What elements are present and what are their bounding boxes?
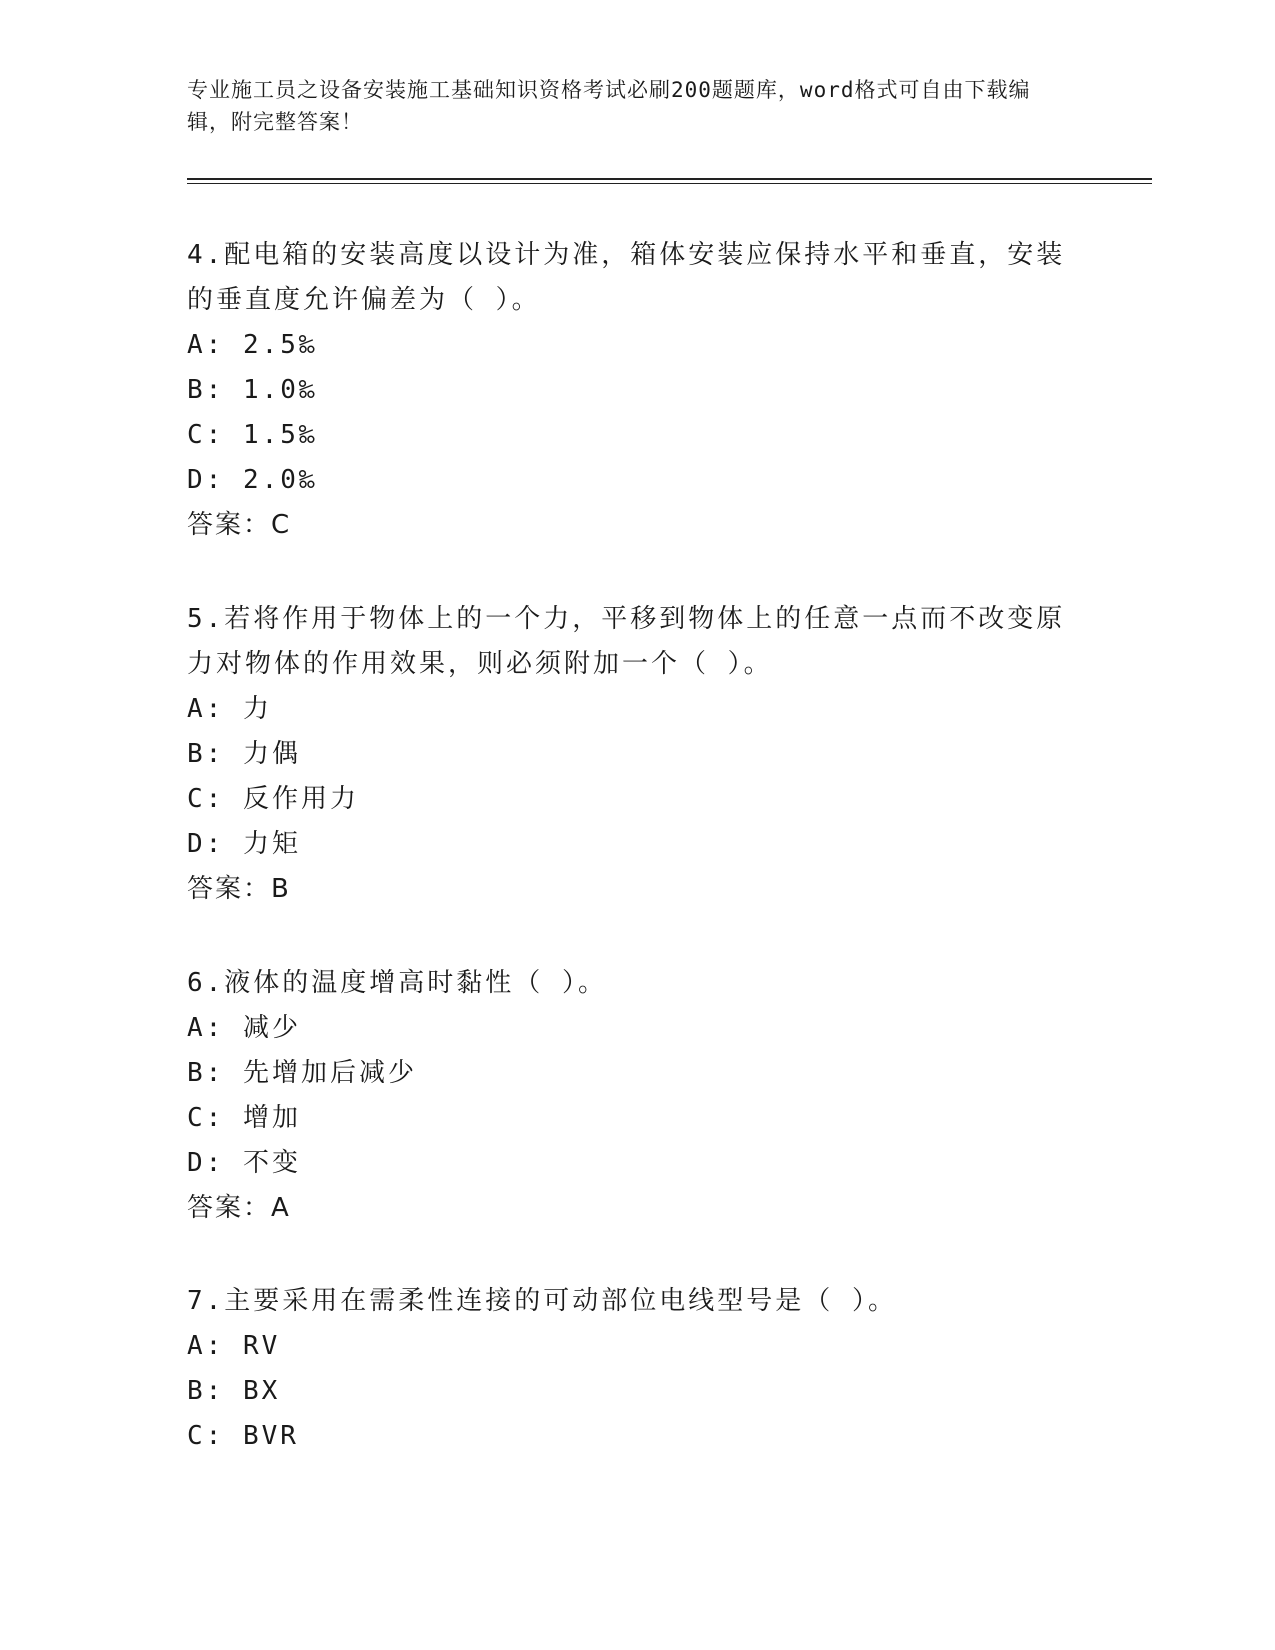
answer-label: 答案：C	[187, 510, 292, 540]
option-c: C: 反作用力	[187, 784, 359, 814]
header-divider-thin	[187, 183, 1152, 184]
question-7	[187, 1279, 1067, 1459]
option-a: A: RV	[187, 1331, 281, 1361]
option-c: C: BVR	[187, 1421, 299, 1451]
question-6	[187, 961, 1067, 1231]
header-divider-thick	[187, 178, 1152, 180]
option-d: D: 2.0‰	[187, 465, 318, 495]
option-a: A: 减少	[187, 1013, 301, 1043]
option-a: A: 2.5‰	[187, 330, 318, 360]
question-stem: 5.若将作用于物体上的一个力，平移到物体上的任意一点而不改变原力对物体的作用效果，则必须附加一个（ ）。	[187, 604, 1066, 679]
option-d: D: 不变	[187, 1148, 301, 1178]
option-b: B: 1.0‰	[187, 375, 318, 405]
question-stem: 7.主要采用在需柔性连接的可动部位电线型号是（ ）。	[187, 1286, 897, 1316]
option-a: A: 力	[187, 694, 272, 724]
option-c: C: 1.5‰	[187, 420, 318, 450]
answer-label: 答案：B	[187, 874, 291, 904]
option-b: B: BX	[187, 1376, 281, 1406]
option-c: C: 增加	[187, 1103, 301, 1133]
question-5	[187, 597, 1067, 912]
question-4	[187, 233, 1067, 548]
document-header-title: 专业施工员之设备安装施工基础知识资格考试必刷200题题库，word格式可自由下载编辑，附完整答案！	[187, 78, 1031, 134]
option-d: D: 力矩	[187, 829, 301, 859]
option-b: B: 先增加后减少	[187, 1058, 417, 1088]
question-stem: 6.液体的温度增高时黏性（ ）。	[187, 968, 607, 998]
option-b: B: 力偶	[187, 739, 301, 769]
question-stem: 4.配电箱的安装高度以设计为准，箱体安装应保持水平和垂直，安装的垂直度允许偏差为（ ）。	[187, 240, 1066, 315]
answer-label: 答案：A	[187, 1193, 291, 1223]
